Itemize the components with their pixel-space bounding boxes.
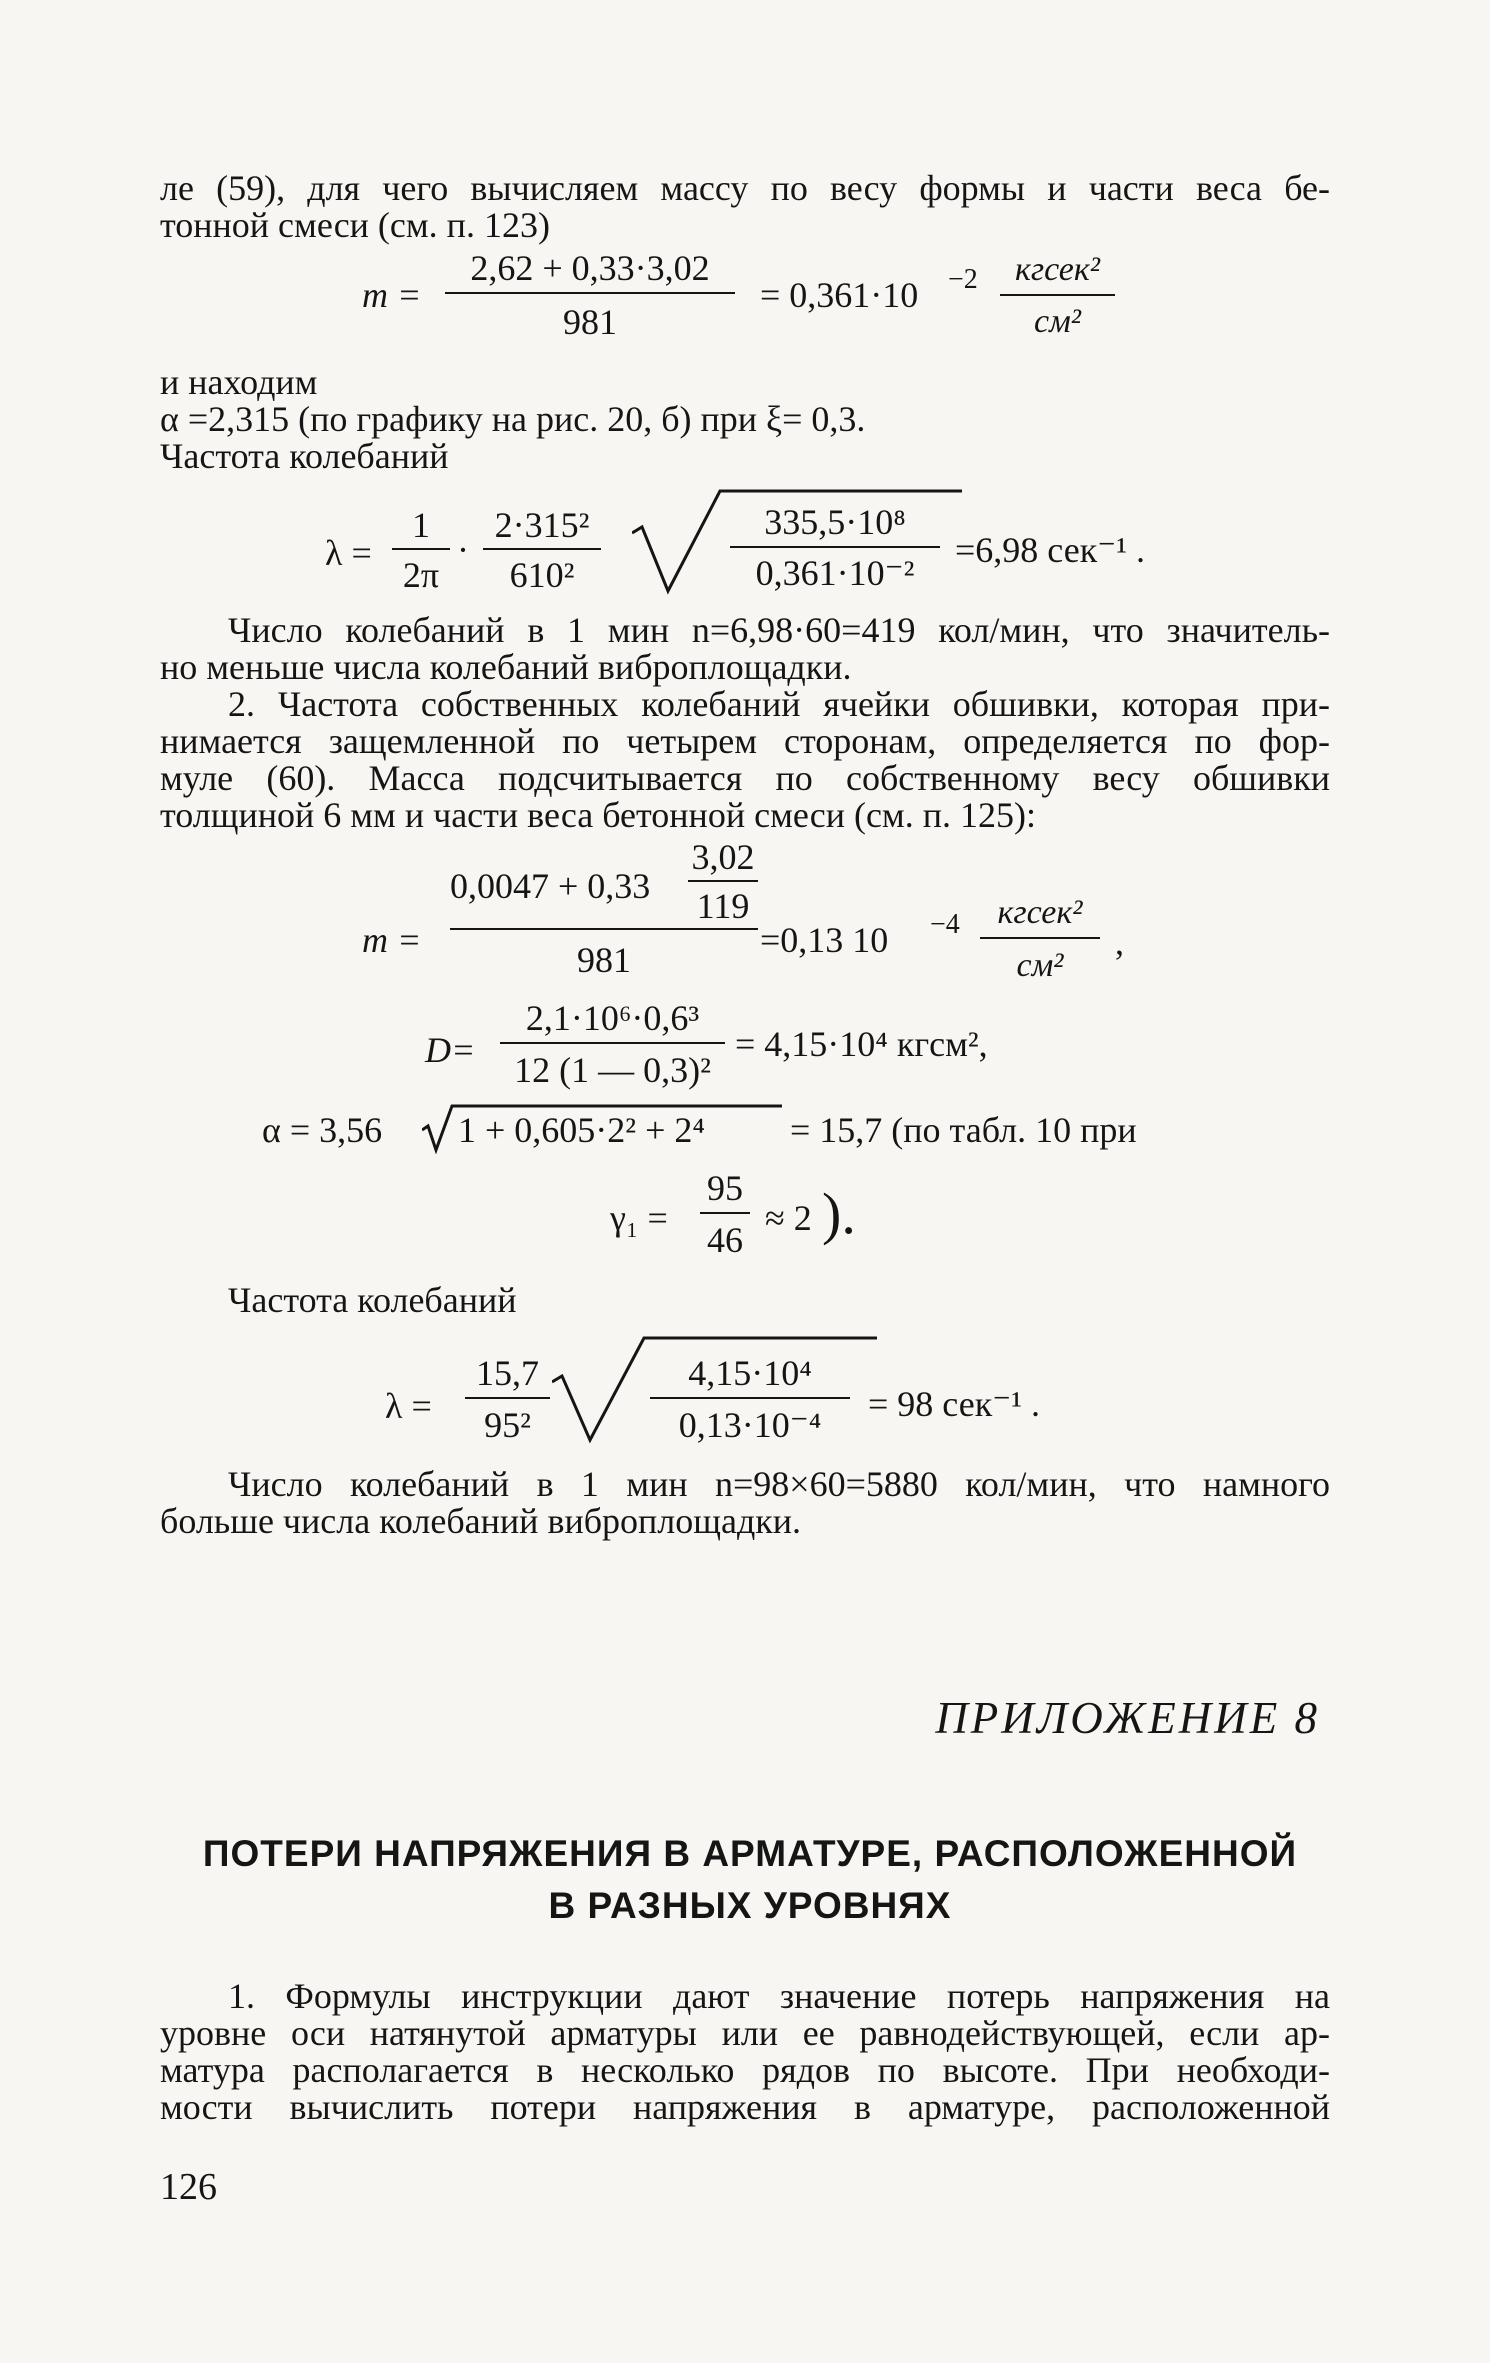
eq-operator: · [457,530,469,570]
section-title: В РАЗНЫХ УРОВНЯХ [548,1885,952,1926]
eq-numerator: 2,62 + 0,33·3,02 [470,248,710,288]
eq-numerator: 1 [412,505,430,545]
eq-numerator: 2·315² [494,505,590,545]
text-line: Частота колебаний [160,436,449,476]
text-line: Частота колебаний [228,1280,517,1320]
eq-exponent: −4 [930,909,960,940]
eq-numerator: 15,7 [476,1353,539,1393]
eq-lhs: λ = [325,533,372,573]
text-line: толщиной 6 мм и части веса бетонной смеси (см. п. 125): [160,795,1036,835]
eq-rhs: = 15,7 (по табл. 10 при [790,1110,1137,1150]
text-line: мости вычислить потери напряжения в арматуре, расположенной [160,2087,1330,2127]
eq-denominator: 46 [707,1220,743,1260]
eq-comma: , [1115,922,1124,962]
fraction-bar [392,548,450,550]
eq-numerator: 0,0047 + 0,33 [450,866,651,906]
fraction-bar [483,548,601,550]
eq-radicand: 1 + 0,605·2² + 2⁴ [458,1110,705,1150]
fraction-bar [650,1397,850,1399]
fraction-bar [980,937,1100,939]
section-title: ПОТЕРИ НАПРЯЖЕНИЯ В АРМАТУРЕ, РАСПОЛОЖЕННОЙ [202,1833,1298,1874]
eq-numerator: 4,15·10⁴ [688,1353,812,1393]
unit-numerator: кгсек² [1015,251,1100,288]
inner-denominator: 119 [696,886,750,926]
eq-numerator: 335,5·10⁸ [764,502,906,542]
eq-rhs: = 4,15·10⁴ кгсм², [735,1024,988,1064]
unit-denominator: см² [1016,947,1064,984]
fraction-bar [700,1212,750,1214]
page-number: 126 [160,2166,217,2208]
inner-numerator: 3,02 [691,837,755,877]
eq-lhs: D= [425,1030,476,1070]
unit-numerator: кгсек² [997,894,1083,931]
eq-lhs: λ = [385,1386,432,1426]
eq-lhs: m = [362,275,422,315]
eq-denominator: 2π [402,555,440,595]
eq-denominator: 981 [563,302,617,342]
fraction-bar [445,292,735,294]
text-line: 2. Частота собственных колебаний ячейки обшивки, которая при- [228,684,1330,724]
text-line: и находим [160,362,318,402]
fraction-bar [688,880,758,882]
fraction-bar [500,1042,725,1044]
eq-numerator: 2,1·10⁶·0,6³ [525,998,700,1038]
fraction-bar [465,1397,550,1399]
eq-denominator: 0,361·10⁻² [755,553,915,593]
eq-rhs: ≈ 2 [765,1198,812,1238]
eq-rhs: = 98 сек⁻¹ . [868,1384,1040,1424]
eq-denominator: 0,13·10⁻⁴ [678,1405,822,1445]
text-line: α =2,315 (по графику на рис. 20, б) при ξ= 0,3. [160,399,866,439]
eq-lhs: α = 3,56 [262,1110,383,1150]
eq-rhs: =6,98 сек⁻¹ . [955,530,1145,570]
text-line: муле (60). Масса подсчитывается по собственному весу обшивки [160,758,1330,798]
text-line: уровне оси натянутой арматуры или ее равнодействующей, если ар- [160,2013,1330,2053]
fraction-bar [1000,294,1115,296]
eq-denominator: 95² [484,1405,531,1445]
fraction-bar [730,546,940,548]
fraction-bar [450,928,758,930]
eq-denominator: 981 [577,940,631,980]
text-line: матура располагается в несколько рядов по высоте. При необходи- [160,2050,1330,2090]
text-line: но меньше числа колебаний виброплощадки. [160,647,852,687]
eq-lhs: m = [362,920,422,960]
text-line: нимается защемленной по четырем сторонам, определяется по фор- [160,721,1330,761]
text-line: больше числа колебаний виброплощадки. [160,1501,802,1541]
text-line: 1. Формулы инструкции дают значение потерь напряжения на [228,1976,1330,2016]
text-line: Число колебаний в 1 мин n=98×60=5880 кол/мин, что намного [228,1464,1330,1504]
text-line: ле (59), для чего вычисляем массу по весу формы и части веса бе- [160,168,1330,208]
appendix-heading: ПРИЛОЖЕНИЕ 8 [935,1693,1320,1743]
eq-denominator: 610² [509,555,575,595]
eq-numerator: 95 [707,1168,743,1208]
text-line: Число колебаний в 1 мин n=6,98·60=419 кол/мин, что значитель- [228,610,1330,650]
eq-close-paren: ). [822,1181,856,1246]
eq-middle: = 0,361·10 [760,275,919,315]
eq-exponent: −2 [948,264,978,295]
unit-denominator: см² [1034,303,1081,340]
eq-middle: =0,13 10 [760,920,889,960]
text-line: тонной смеси (см. п. 123) [160,205,550,245]
eq-lhs: γ₁ = [610,1198,668,1238]
eq-denominator: 12 (1 — 0,3)² [514,1050,711,1090]
